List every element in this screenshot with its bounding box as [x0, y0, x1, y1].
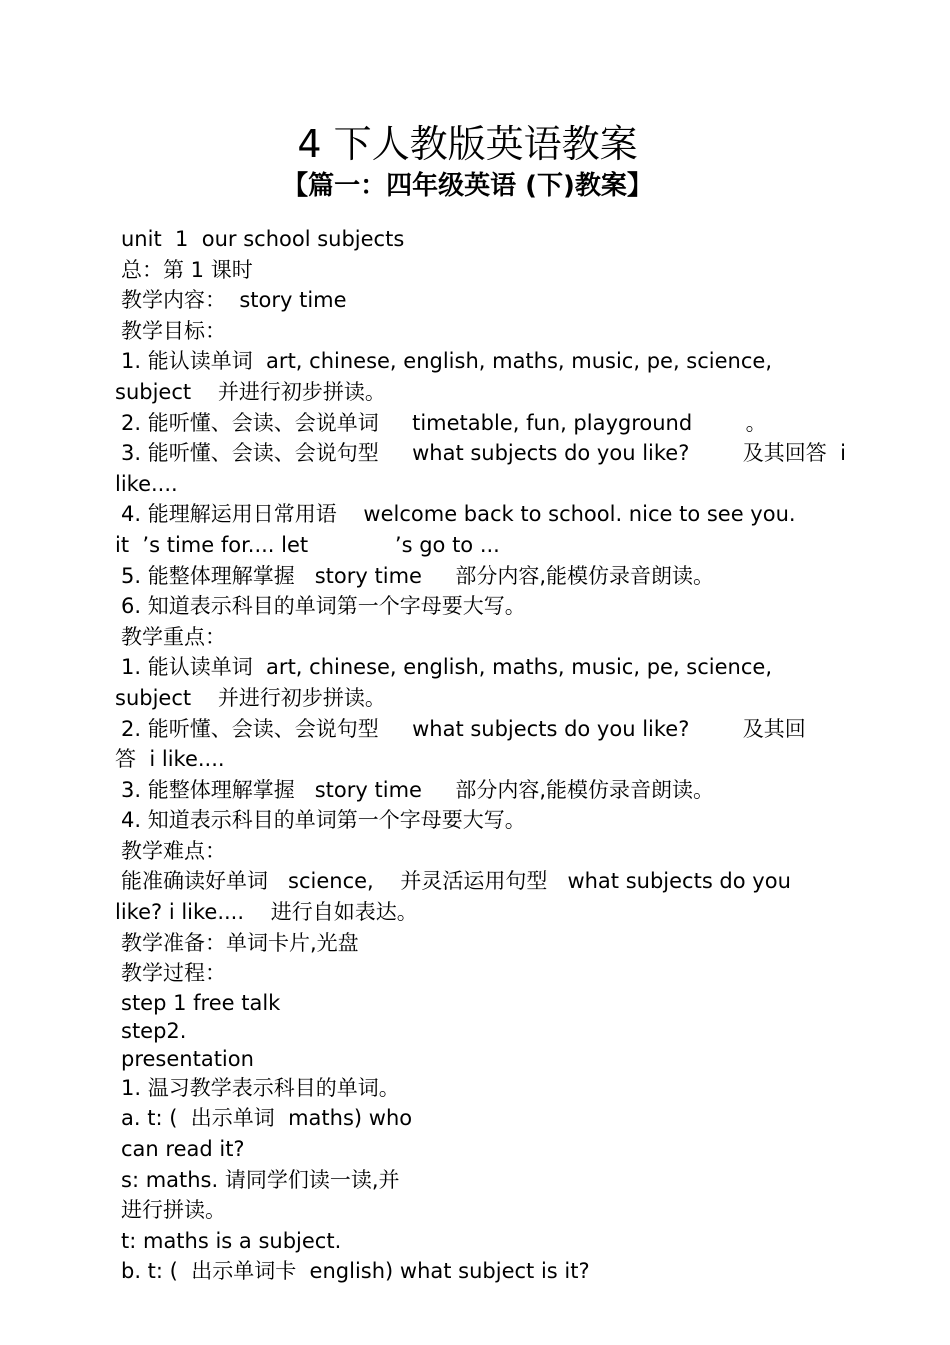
document-title: 4 下人教版英语教案	[297, 122, 638, 166]
text-line: subject 并进行初步拼读。	[115, 685, 386, 710]
text-line: 教学难点：	[121, 838, 226, 863]
text-line: step2.	[121, 1018, 187, 1043]
text-line: 2. 能听懂、会读、会说句型 what subjects do you like? 及其回	[121, 716, 806, 741]
text-line: like? i like.... 进行自如表达。	[115, 900, 418, 925]
text-line: unit 1 our school subjects	[121, 227, 405, 251]
text-line: a. t: ( 出示单词 maths) who	[121, 1106, 413, 1131]
text-line: 进行拼读。	[121, 1198, 226, 1223]
text-line: 4. 知道表示科目的单词第一个字母要大写。	[121, 808, 526, 833]
text-line: like....	[115, 471, 178, 496]
text-line: 1. 能认读单词 art, chinese, english, maths, music, pe, science,	[121, 349, 772, 374]
text-line: 4. 能理解运用日常用语 welcome back to school. nice to see you.	[121, 502, 796, 527]
text-line: subject 并进行初步拼读。	[115, 379, 386, 404]
text-line: 5. 能整体理解掌握 story time 部分内容,能模仿录音朗读。	[121, 563, 714, 588]
text-line: 能准确读好单词 science, 并灵活运用句型 what subjects do you	[121, 869, 791, 894]
text-line: 3. 能听懂、会读、会说句型 what subjects do you like? 及其回答 i	[121, 441, 846, 466]
text-line: s: maths. 请同学们读一读,并	[121, 1167, 400, 1192]
text-line: it ’s time for.... let ’s go to ...	[115, 532, 500, 557]
text-line: 教学目标：	[121, 318, 226, 343]
text-line: 教学内容： story time	[121, 288, 347, 313]
text-line: 1. 温习教学表示科目的单词。	[121, 1075, 400, 1100]
text-line: t: maths is a subject.	[121, 1228, 342, 1253]
lesson-plan-body	[115, 224, 875, 1287]
text-line: step 1 free talk	[121, 990, 281, 1015]
text-line: b. t: ( 出示单词卡 english) what subject is it?	[121, 1259, 590, 1284]
text-line: 总：第 1 课时	[121, 257, 253, 282]
text-line: 6. 知道表示科目的单词第一个字母要大写。	[121, 594, 526, 619]
text-line: 2. 能听懂、会读、会说单词 timetable, fun, playground 。	[121, 410, 767, 435]
document-subtitle: 【篇一：四年级英语 (下)教案】	[282, 171, 653, 201]
text-line: 3. 能整体理解掌握 story time 部分内容,能模仿录音朗读。	[121, 777, 714, 802]
text-line: 教学过程：	[121, 961, 226, 986]
text-line: 1. 能认读单词 art, chinese, english, maths, music, pe, science,	[121, 655, 772, 680]
text-line: 教学准备：单词卡片,光盘	[121, 930, 359, 955]
text-line: can read it?	[121, 1137, 245, 1162]
text-line: 答 i like....	[115, 747, 225, 772]
text-line: 教学重点：	[121, 624, 226, 649]
text-line: presentation	[121, 1046, 254, 1071]
